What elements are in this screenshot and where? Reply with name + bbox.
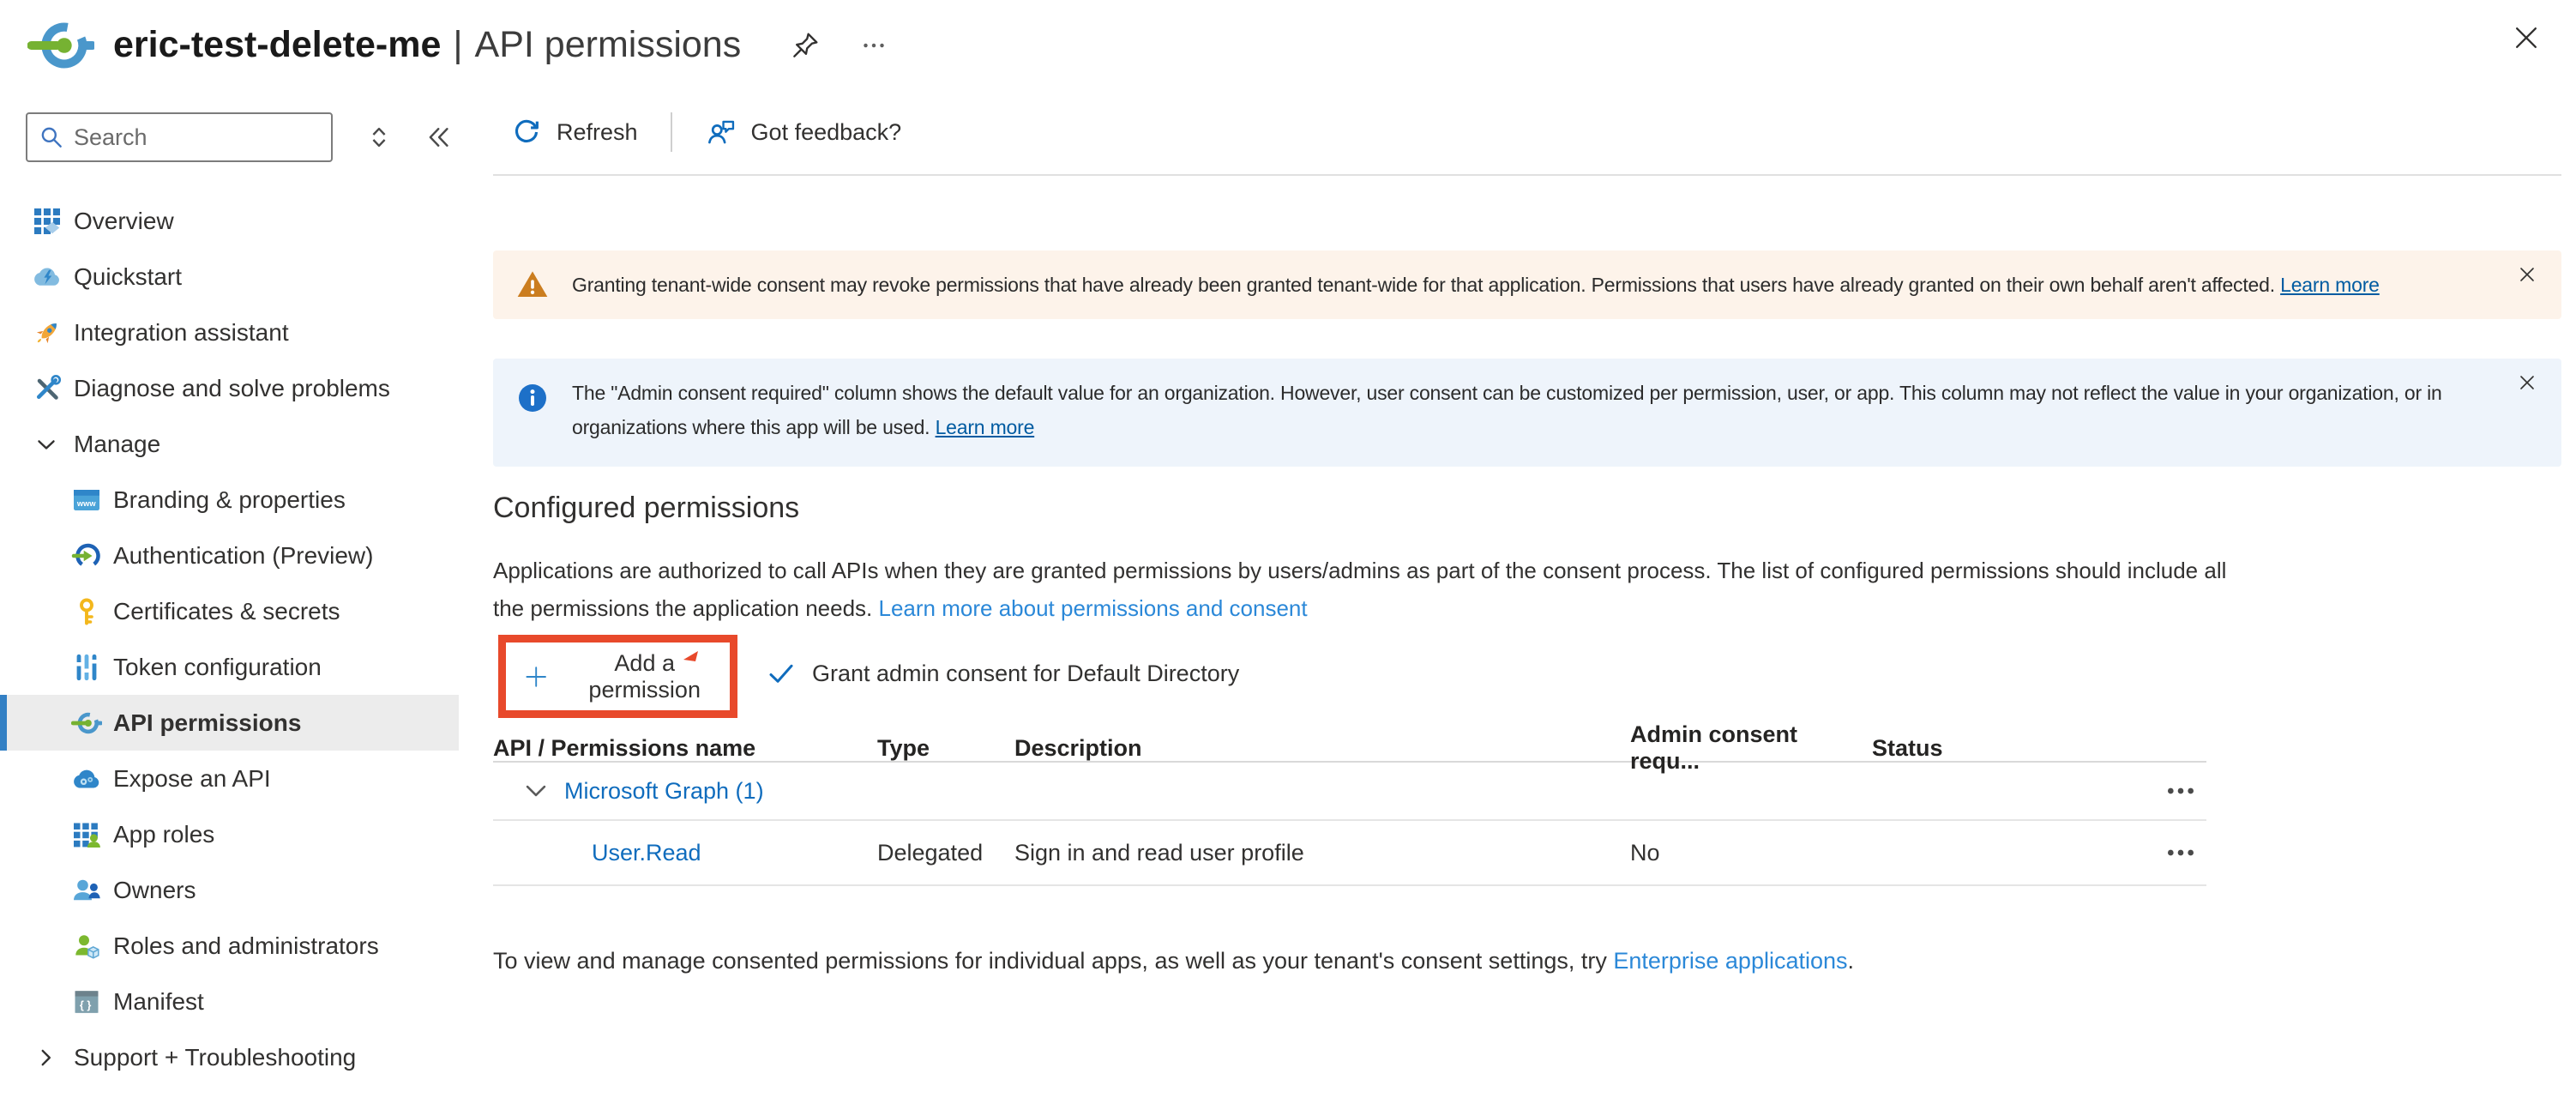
chevron-right-icon — [32, 1043, 61, 1072]
table-row-permission[interactable] — [493, 821, 2206, 886]
more-button[interactable] — [858, 29, 890, 62]
sidebar-group-support-troubleshooting[interactable] — [0, 1029, 485, 1085]
owners-icon — [71, 875, 102, 906]
sidebar-item-manifest[interactable] — [0, 974, 485, 1029]
column-header-api-permissions-name: API / Permissions name — [493, 734, 756, 761]
warning-learn-more-link[interactable]: Learn more — [2280, 274, 2380, 296]
title-divider: | — [453, 24, 463, 65]
row-more-icon — [2164, 774, 2198, 808]
permission-type: Delegated — [877, 839, 984, 866]
row-more-button[interactable] — [2164, 836, 2206, 870]
app-name: eric-test-delete-me — [113, 24, 442, 65]
api-group-link[interactable]: Microsoft Graph (1) — [564, 777, 764, 804]
more-icon — [858, 29, 890, 62]
roles-administrators-icon — [71, 931, 102, 962]
close-blade-button[interactable] — [2509, 21, 2543, 55]
table-header-row — [493, 721, 2206, 774]
search-icon — [38, 124, 65, 151]
footer-note: To view and manage consented permissions for individual apps, as well as your tenant's consent settings, try Enterprise applications. — [493, 948, 1855, 974]
permission-actions — [493, 635, 2561, 721]
sidebar-item-label: Branding & properties — [113, 486, 346, 513]
feedback-button[interactable] — [705, 116, 902, 148]
feedback-icon — [705, 116, 737, 148]
sidebar-item-certificates[interactable] — [0, 583, 485, 639]
sidebar-item-label: App roles — [113, 820, 215, 848]
add-permission-label: Add a permission — [588, 649, 701, 703]
column-header-status: Status — [1872, 734, 1943, 761]
close-icon — [2515, 262, 2539, 287]
api-permissions-icon — [71, 708, 102, 739]
collapse-icon — [422, 122, 453, 153]
permissions-consent-link[interactable]: Learn more about permissions and consent — [878, 595, 1308, 621]
toolbar-divider — [671, 112, 672, 152]
grant-admin-consent-label: Grant admin consent for Default Directory — [812, 660, 1240, 686]
table-row-group[interactable] — [493, 763, 2206, 821]
info-icon — [515, 381, 550, 415]
permission-name-link[interactable]: User.Read — [592, 839, 701, 866]
sidebar-item-label: API permissions — [113, 709, 302, 736]
command-bar — [493, 90, 2561, 176]
sidebar-item-label: Diagnose and solve problems — [74, 374, 390, 401]
sidebar-group-label: Support + Troubleshooting — [74, 1043, 357, 1071]
sidebar-item-token-configuration[interactable] — [0, 639, 485, 695]
overview-icon — [32, 206, 63, 237]
main-content — [493, 90, 2576, 1098]
highlight-annotation-box — [498, 635, 737, 718]
sidebar-item-label: Token configuration — [113, 653, 322, 680]
sidebar-item-label: Roles and administrators — [113, 932, 379, 959]
sidebar-item-label: Expose an API — [113, 764, 271, 792]
sidebar-nav — [0, 193, 485, 472]
sidebar-item-owners[interactable] — [0, 862, 485, 918]
plus-icon — [523, 662, 549, 691]
grant-admin-consent-button[interactable] — [761, 657, 1244, 690]
diagnose-icon — [32, 373, 63, 404]
sidebar — [0, 90, 485, 1098]
sidebar-item-integration-assistant[interactable] — [0, 305, 485, 360]
sort-icon — [364, 122, 394, 153]
warning-icon — [515, 268, 550, 302]
section-description: Applications are authorized to call APIs when they are granted permissions by users/admins as part of the consent process. The list of configured permissions should include all the permissions the application needs. Learn more about permissions and consent — [493, 558, 2227, 621]
sidebar-search-row — [0, 112, 485, 166]
sidebar-item-label: Owners — [113, 876, 196, 903]
section-title: Configured permissions — [493, 492, 800, 524]
enterprise-applications-link[interactable]: Enterprise applications — [1613, 948, 1848, 974]
info-banner — [493, 359, 2561, 467]
page-title — [113, 24, 741, 66]
warning-text: Granting tenant-wide consent may revoke permissions that have already been granted tenant-wide for that application. Permissions that users have already granted on their own behalf aren't affected. Learn more — [572, 274, 2380, 296]
search-input[interactable] — [65, 124, 331, 151]
sidebar-group-label: Manage — [74, 430, 161, 457]
permission-description: Sign in and read user profile — [1014, 839, 1304, 866]
row-more-button[interactable] — [2164, 774, 2206, 808]
sidebar-item-label: Quickstart — [74, 262, 183, 290]
refresh-button[interactable] — [510, 116, 638, 148]
close-icon — [2509, 21, 2543, 55]
quickstart-icon — [32, 262, 63, 293]
sidebar-item-branding[interactable] — [0, 472, 485, 528]
warning-banner — [493, 250, 2561, 319]
refresh-icon — [510, 116, 543, 148]
column-header-admin-consent: Admin consent requ... — [1630, 721, 1798, 774]
column-header-description: Description — [1014, 734, 1142, 761]
sidebar-item-authentication[interactable] — [0, 528, 485, 583]
svg-text:{ }: { } — [79, 998, 92, 1011]
app-roles-icon — [71, 819, 102, 850]
sidebar-manage-items — [0, 472, 485, 1029]
svg-text:www: www — [76, 498, 96, 508]
reorder-toggle-button[interactable] — [364, 122, 394, 153]
chevron-down-icon[interactable] — [521, 776, 551, 805]
warning-dismiss-button[interactable] — [2512, 259, 2543, 290]
manifest-icon — [71, 986, 102, 1017]
sidebar-item-label: Integration assistant — [74, 318, 289, 346]
sidebar-support-group — [0, 1029, 485, 1085]
integration-assistant-icon — [32, 317, 63, 348]
pin-icon — [789, 29, 822, 62]
blade-header — [0, 0, 2576, 90]
sidebar-item-api-permissions[interactable] — [0, 695, 459, 751]
sidebar-item-app-roles[interactable] — [0, 806, 485, 862]
check-icon — [766, 658, 797, 689]
app-logo-icon — [27, 12, 94, 79]
chevron-down-icon — [32, 430, 61, 459]
permissions-table — [493, 721, 2206, 886]
info-text: The "Admin consent required" column shows the default value for an organization. However, user consent can be customized per permission, user, or app. This column may not reflect the value in your organization, or in organizations where this app will be used. Learn more — [572, 382, 2442, 438]
branding-icon — [71, 485, 102, 516]
collapse-sidebar-button[interactable] — [422, 122, 453, 153]
page-name: API permissions — [474, 24, 742, 65]
sidebar-item-quickstart[interactable] — [0, 249, 485, 305]
certificates-icon — [71, 596, 102, 627]
expose-api-icon — [71, 763, 102, 794]
column-header-type: Type — [877, 734, 930, 761]
permission-admin-consent: No — [1630, 839, 1660, 866]
row-more-icon — [2164, 836, 2198, 870]
info-learn-more-link[interactable]: Learn more — [935, 416, 1035, 438]
sidebar-item-label: Certificates & secrets — [113, 597, 340, 624]
search-box — [26, 112, 333, 162]
info-dismiss-button[interactable] — [2512, 367, 2543, 398]
sidebar-item-label: Overview — [74, 207, 174, 234]
sidebar-item-roles-administrators[interactable] — [0, 918, 485, 974]
sidebar-item-diagnose[interactable] — [0, 360, 485, 416]
feedback-label: Got feedback? — [750, 118, 902, 145]
close-icon — [2515, 371, 2539, 395]
annotation-cursor-mark — [683, 651, 701, 663]
sidebar-item-overview[interactable] — [0, 193, 485, 249]
sidebar-item-expose-an-api[interactable] — [0, 751, 485, 806]
sidebar-item-label: Manifest — [113, 987, 204, 1015]
authentication-icon — [71, 540, 102, 571]
sidebar-group-manage[interactable] — [0, 416, 485, 472]
refresh-label: Refresh — [557, 118, 638, 145]
token-configuration-icon — [71, 652, 102, 683]
pin-button[interactable] — [789, 29, 822, 62]
sidebar-item-label: Authentication (Preview) — [113, 541, 374, 569]
